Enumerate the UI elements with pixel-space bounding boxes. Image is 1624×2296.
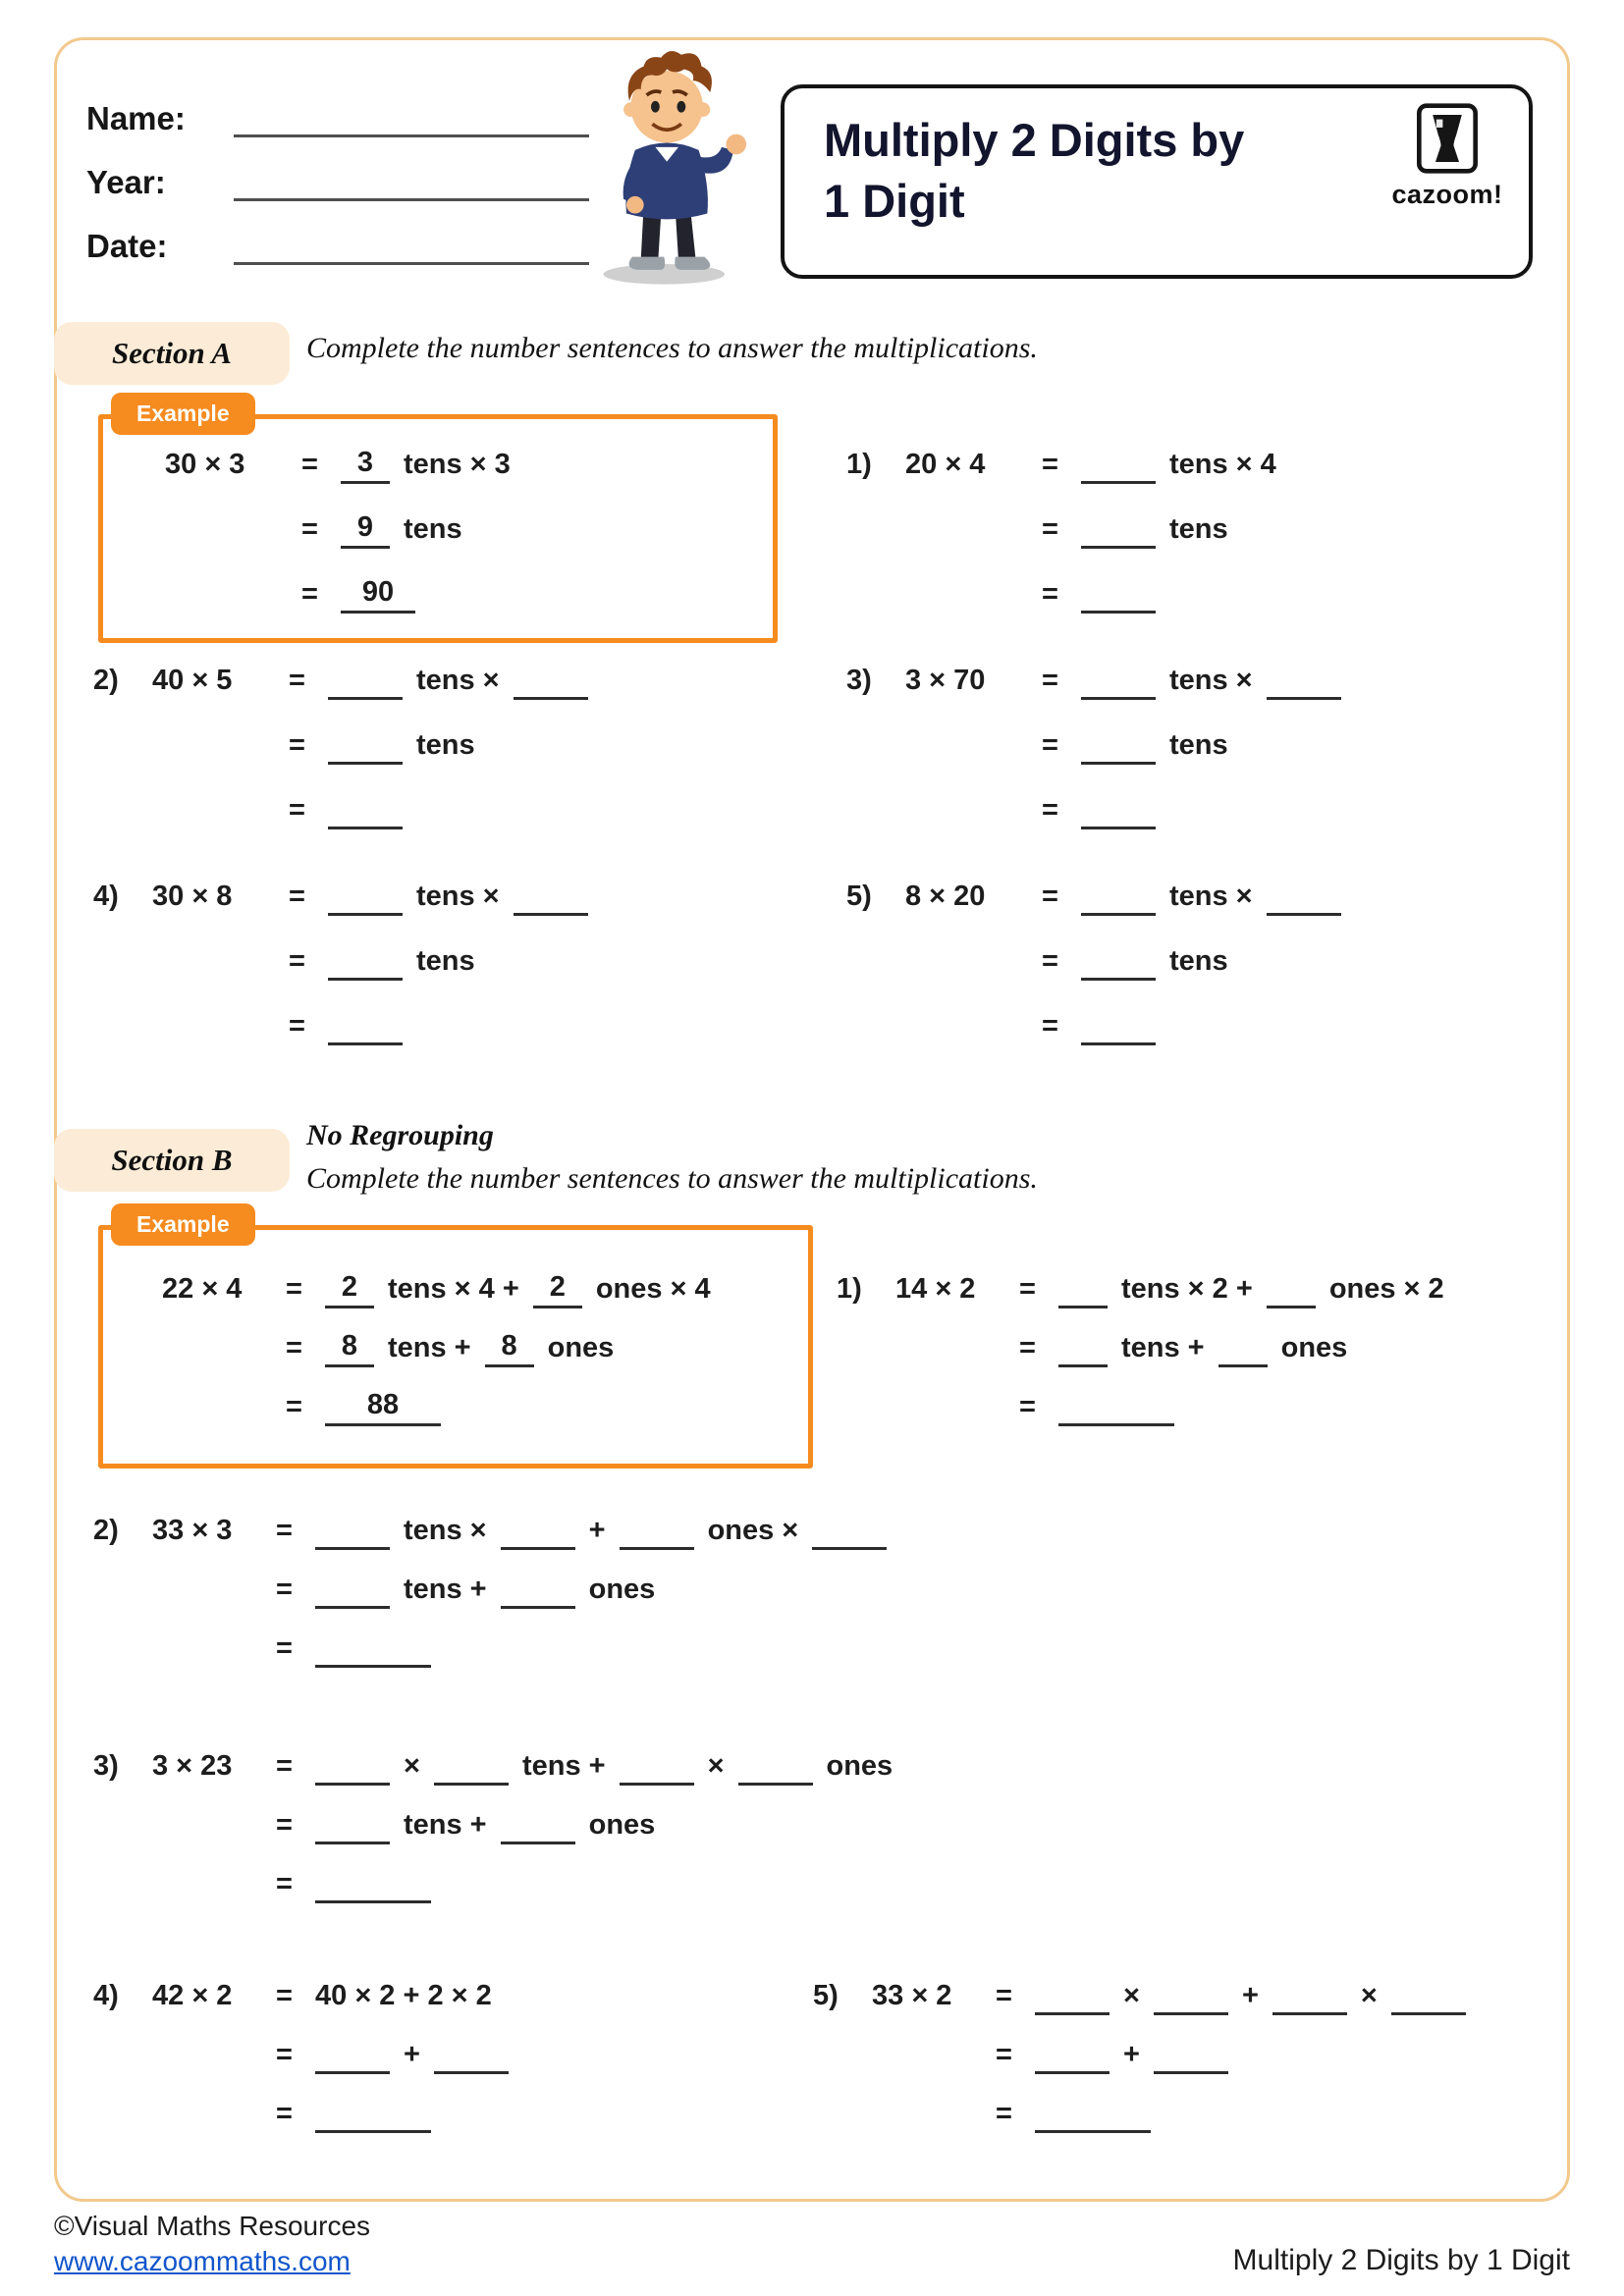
answer-blank (1081, 661, 1156, 700)
answer-blank (1267, 877, 1341, 916)
equation-text: tens (1169, 945, 1228, 977)
equation-text: × (404, 1750, 420, 1782)
problem-expression: 8 × 20 (905, 881, 986, 912)
problem-number: 1) (837, 1273, 862, 1305)
equation-text: ones (1280, 1332, 1348, 1363)
problem-expression: 20 × 4 (905, 449, 986, 480)
answer-blank (1035, 1976, 1110, 2015)
equals-sign: = (276, 1980, 293, 2011)
equation-text: + (1123, 2039, 1140, 2070)
equals-sign: = (289, 729, 305, 761)
equation-row (846, 508, 1276, 550)
equation-text: × (707, 1750, 725, 1782)
equation-row (162, 1327, 711, 1368)
equation-text: tens × 2 + (1121, 1273, 1253, 1305)
equals-sign: = (1042, 881, 1058, 912)
equation-row (93, 1510, 887, 1551)
example-answer: 3 (341, 445, 390, 484)
example-answer: 8 (325, 1328, 374, 1367)
cazoommaths-link[interactable]: www.cazoommaths.com (54, 2246, 351, 2276)
equation-row (93, 1745, 893, 1787)
equation-row (93, 2034, 509, 2075)
copyright-text: ©Visual Maths Resources (54, 2211, 371, 2241)
section-a-instruction: Complete the number sentences to answer the multiplications. (306, 332, 1038, 364)
problem-expression: 30 × 8 (152, 881, 233, 912)
equation-row (846, 573, 1276, 614)
equals-sign: = (286, 1391, 302, 1422)
answer-blank (1154, 1976, 1228, 2015)
equals-sign: = (276, 1574, 293, 1605)
equation-text: tens + (404, 1574, 487, 1605)
problem-number: 2) (93, 1515, 119, 1546)
equals-sign: = (1042, 665, 1058, 696)
equation-row (813, 2093, 1466, 2134)
equation-text: tens (1169, 513, 1228, 545)
section-a-label: Section A (111, 336, 232, 370)
answer-blank (620, 1746, 694, 1786)
equation-text: ones × (707, 1515, 799, 1546)
date-writing-line (234, 226, 589, 265)
problem-a2 (93, 660, 588, 854)
page-title-line-2: 1 Digit (824, 175, 965, 228)
date-label: Date: (86, 228, 168, 264)
equation-text: tens (416, 729, 475, 761)
section-b-subtitle: No Regrouping (306, 1119, 494, 1151)
answer-blank (1081, 725, 1156, 765)
problem-b3 (93, 1745, 893, 1922)
equation-row (93, 1863, 893, 1904)
equals-sign: = (1042, 1010, 1058, 1041)
equation-row (162, 1268, 711, 1309)
equation-text: ones × 4 (595, 1273, 711, 1305)
answer-blank (434, 1746, 509, 1786)
equals-sign: = (1042, 794, 1058, 826)
problem-number: 5) (846, 881, 872, 912)
equals-sign: = (289, 881, 305, 912)
name-label: Name: (86, 100, 186, 136)
cazoom-drum-icon (1415, 102, 1480, 175)
equation-text: tens + (388, 1332, 471, 1363)
example-b-equations (162, 1268, 711, 1445)
example-answer: 88 (325, 1387, 441, 1426)
answer-blank (1081, 445, 1156, 484)
equation-row (93, 1569, 887, 1610)
mascot-boy-illustration (568, 43, 784, 289)
answer-blank (1035, 2035, 1110, 2074)
equation-text: ones × 2 (1328, 1273, 1444, 1305)
equation-row (93, 1628, 887, 1669)
equals-sign: = (286, 1273, 302, 1305)
equation-row (93, 1005, 588, 1046)
answer-blank (328, 941, 403, 981)
equation-row (165, 573, 511, 614)
answer-blank (315, 2035, 390, 2074)
problem-number: 3) (93, 1750, 119, 1782)
equals-sign: = (1019, 1391, 1036, 1422)
equation-row (93, 789, 588, 830)
equation-row (837, 1268, 1444, 1309)
equation-row (846, 724, 1341, 766)
equation-row (165, 444, 511, 485)
problem-b5 (813, 1975, 1466, 2152)
equals-sign: = (996, 1980, 1012, 2011)
equation-text: × (1123, 1980, 1140, 2011)
equation-text: + (1241, 1980, 1259, 2011)
date-field-row (86, 222, 589, 265)
problem-number: 4) (93, 1980, 119, 2011)
problem-expression: 33 × 3 (152, 1515, 233, 1546)
equation-row (846, 660, 1341, 701)
year-writing-line (234, 162, 589, 201)
equation-text: ones (588, 1574, 656, 1605)
answer-blank (1081, 790, 1156, 829)
answer-blank (328, 877, 403, 916)
answer-blank (315, 1864, 431, 1903)
equation-row (93, 876, 588, 917)
equation-text: tens (416, 945, 475, 977)
equation-row (93, 1975, 509, 2016)
answer-blank (315, 1746, 390, 1786)
equals-sign: = (1042, 729, 1058, 761)
equals-sign: = (301, 449, 318, 480)
problem-b4 (93, 1975, 509, 2152)
answer-blank (1154, 2035, 1228, 2074)
answer-blank (738, 1746, 813, 1786)
problem-expression: 30 × 3 (165, 449, 245, 480)
problem-expression: 22 × 4 (162, 1273, 243, 1305)
answer-blank (1267, 661, 1341, 700)
equals-sign: = (289, 1010, 305, 1041)
example-a-tab: Example (111, 393, 255, 435)
title-box (781, 84, 1533, 279)
problem-expression: 3 × 23 (152, 1750, 233, 1782)
equals-sign: = (276, 1868, 293, 1899)
equals-sign: = (1042, 449, 1058, 480)
equals-sign: = (289, 794, 305, 826)
problem-expression: 14 × 2 (895, 1273, 976, 1305)
answer-blank (1058, 1328, 1108, 1367)
equation-text: tens × (404, 1515, 487, 1546)
equation-text: tens + (404, 1809, 487, 1841)
example-answer: 2 (533, 1269, 582, 1308)
equation-row (813, 2034, 1466, 2075)
equation-text: tens (1169, 729, 1228, 761)
equation-text: tens × 4 + (388, 1273, 519, 1305)
example-answer: 2 (325, 1269, 374, 1308)
answer-blank (315, 1511, 390, 1550)
equals-sign: = (276, 1632, 293, 1664)
equation-text: ones (826, 1750, 893, 1782)
answer-blank (1391, 1976, 1466, 2015)
page-title (824, 110, 1244, 232)
answer-blank (514, 877, 588, 916)
answer-blank (501, 1511, 575, 1550)
answer-blank (1058, 1269, 1108, 1308)
answer-blank (1267, 1269, 1316, 1308)
answer-blank (1035, 2094, 1151, 2133)
equation-text: tens + (521, 1750, 606, 1782)
equation-row (846, 876, 1341, 917)
problem-expression: 33 × 2 (872, 1980, 952, 2011)
equation-text: ones (588, 1809, 656, 1841)
equals-sign: = (301, 513, 318, 545)
equals-sign: = (276, 1750, 293, 1782)
answer-blank (315, 1629, 431, 1668)
answer-blank (812, 1511, 887, 1550)
problem-expression: 40 × 5 (152, 665, 233, 696)
equation-text: tens + (1121, 1332, 1205, 1363)
equals-sign: = (286, 1332, 302, 1363)
footer-worksheet-title: Multiply 2 Digits by 1 Digit (1232, 2244, 1570, 2276)
problem-a5 (846, 876, 1341, 1070)
year-field-row (86, 158, 589, 201)
equation-text: tens (404, 513, 462, 545)
answer-blank (328, 790, 403, 829)
equals-sign: = (301, 578, 318, 610)
equation-text: + (404, 2039, 420, 2070)
section-b-label: Section B (111, 1143, 233, 1177)
problem-expression: 42 × 2 (152, 1980, 233, 2011)
example-answer: 9 (341, 509, 390, 549)
answer-blank (620, 1511, 694, 1550)
equation-text: tens × 3 (404, 449, 511, 480)
problem-number: 3) (846, 665, 872, 696)
answer-blank (1081, 574, 1156, 614)
example-answer: 8 (485, 1328, 534, 1367)
problem-b1 (837, 1268, 1444, 1445)
section-a-heading (54, 322, 290, 385)
answer-blank (328, 725, 403, 765)
example-b-tab: Example (111, 1203, 255, 1246)
answer-blank (1081, 877, 1156, 916)
equals-sign: = (1019, 1273, 1036, 1305)
problem-a4 (93, 876, 588, 1070)
equals-sign: = (289, 665, 305, 696)
equation-row (93, 660, 588, 701)
equals-sign: = (1042, 578, 1058, 610)
equation-row (165, 508, 511, 550)
equation-row (846, 789, 1341, 830)
name-field-row (86, 94, 589, 137)
answer-blank (501, 1805, 575, 1844)
problem-number: 5) (813, 1980, 839, 2011)
example-answer: 90 (341, 574, 415, 614)
equals-sign: = (1042, 513, 1058, 545)
equals-sign: = (276, 1515, 293, 1546)
equation-row (837, 1386, 1444, 1427)
answer-blank (315, 2094, 431, 2133)
page-title-line-1: Multiply 2 Digits by (824, 114, 1245, 166)
answer-blank (1081, 1006, 1156, 1045)
equation-text: tens × (1169, 665, 1253, 696)
problem-a1 (846, 444, 1276, 638)
equation-text: tens × (416, 881, 500, 912)
problem-number: 4) (93, 881, 119, 912)
equation-row (846, 1005, 1341, 1046)
problem-b2 (93, 1510, 887, 1686)
answer-blank (514, 661, 588, 700)
equals-sign: = (276, 1809, 293, 1841)
equation-row (93, 724, 588, 766)
equation-row (846, 444, 1276, 485)
equals-sign: = (1042, 945, 1058, 977)
answer-blank (1272, 1976, 1347, 2015)
answer-blank (1218, 1328, 1268, 1367)
equation-text: ones (547, 1332, 615, 1363)
equation-text: tens × (1169, 881, 1253, 912)
answer-blank (1058, 1387, 1174, 1426)
answer-blank (434, 2035, 509, 2074)
equation-row (93, 2093, 509, 2134)
problem-number: 1) (846, 449, 872, 480)
equals-sign: = (276, 2098, 293, 2129)
name-writing-line (234, 98, 589, 137)
example-a-equations (165, 444, 511, 638)
equals-sign: = (276, 2039, 293, 2070)
answer-blank (1081, 941, 1156, 981)
equation-row (162, 1386, 711, 1427)
equals-sign: = (289, 945, 305, 977)
answer-blank (501, 1570, 575, 1609)
cazoom-logo-text: cazoom! (1391, 180, 1503, 209)
answer-blank (1081, 509, 1156, 549)
equation-row (813, 1975, 1466, 2016)
section-b-heading (54, 1129, 290, 1192)
equation-row (93, 940, 588, 982)
equation-text: tens × 4 (1169, 449, 1276, 480)
answer-blank (315, 1570, 390, 1609)
equals-sign: = (996, 2098, 1012, 2129)
equation-row (837, 1327, 1444, 1368)
equals-sign: = (1019, 1332, 1036, 1363)
equation-row (93, 1804, 893, 1845)
problem-number: 2) (93, 665, 119, 696)
cazoom-logo (1387, 102, 1507, 210)
answer-blank (328, 1006, 403, 1045)
problem-a3 (846, 660, 1341, 854)
answer-blank (315, 1805, 390, 1844)
equation-text: × (1360, 1980, 1378, 2011)
problem-expression: 3 × 70 (905, 665, 986, 696)
year-label: Year: (86, 164, 166, 200)
section-b-instruction: Complete the number sentences to answer the multiplications. (306, 1162, 1038, 1195)
equation-text: tens × (416, 665, 500, 696)
equation-row (846, 940, 1341, 982)
equation-text: + (588, 1515, 606, 1546)
equals-sign: = (996, 2039, 1012, 2070)
answer-blank (328, 661, 403, 700)
equation-text: 40 × 2 + 2 × 2 (315, 1980, 492, 2011)
